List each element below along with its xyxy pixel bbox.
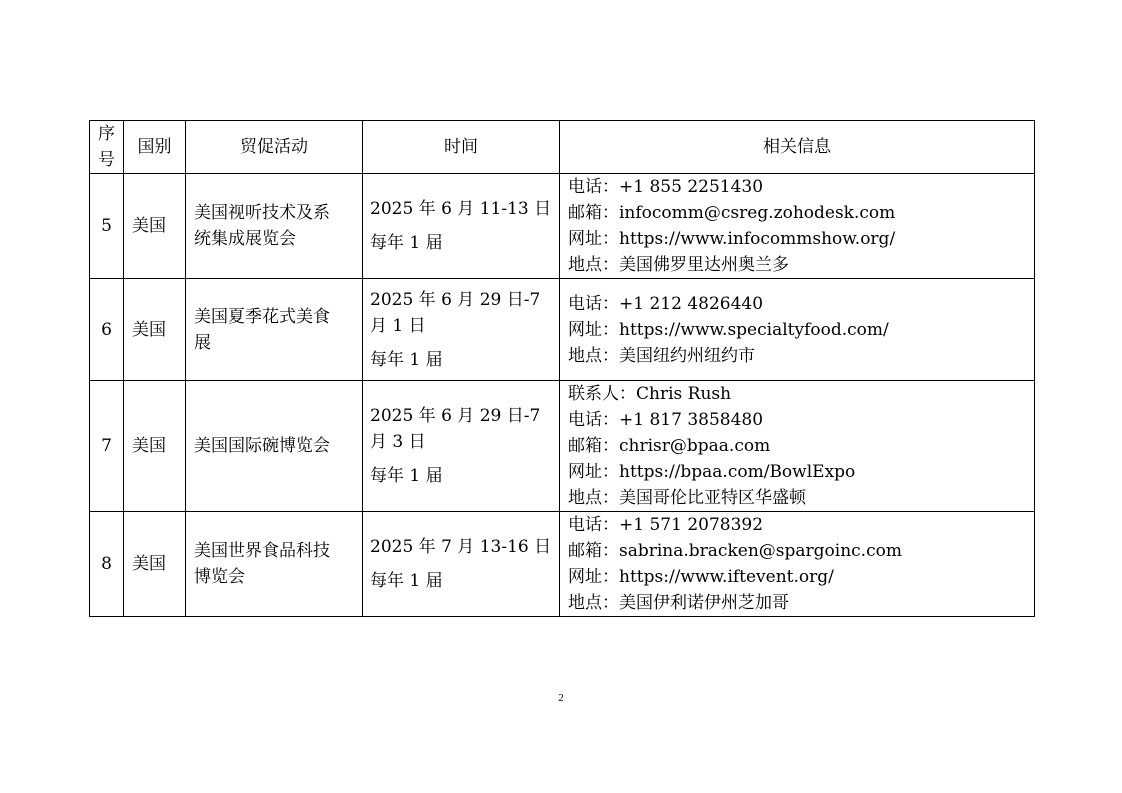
seq-cell: 8 <box>90 512 124 617</box>
event-line: 美国国际碗博览会 <box>194 436 330 456</box>
info-phone: 电话：+1 855 2251430 <box>568 177 764 197</box>
page-number: 2 <box>558 692 564 704</box>
info-contact: 联系人：Chris Rush <box>568 384 732 404</box>
frequency-text: 每年 1 届 <box>370 349 443 370</box>
info-email: 邮箱：sabrina.bracken@spargoinc.com <box>568 541 902 561</box>
time-cell <box>363 381 560 512</box>
time-cell <box>363 279 560 381</box>
seq-cell: 5 <box>90 174 124 279</box>
info-email: 邮箱：chrisr@bpaa.com <box>568 436 771 456</box>
frequency-text: 每年 1 届 <box>370 466 443 486</box>
event-line: 美国夏季花式美食 <box>194 306 330 327</box>
header-time: 时间 <box>363 121 560 174</box>
header-info: 相关信息 <box>560 121 1035 174</box>
table-row <box>90 279 1035 381</box>
info-phone: 电话：+1 571 2078392 <box>568 515 764 535</box>
header-seq-line2: 号 <box>98 150 115 170</box>
country-cell: 美国 <box>124 279 186 381</box>
time-cell <box>363 512 560 617</box>
info-cell <box>560 381 1035 512</box>
info-cell <box>560 512 1035 617</box>
country-cell: 美国 <box>124 174 186 279</box>
seq-cell: 6 <box>90 279 124 381</box>
info-phone: 电话：+1 817 3858480 <box>568 410 764 430</box>
date-line: 月 3 日 <box>370 432 426 452</box>
info-website: 网址：https://www.infocommshow.org/ <box>568 229 896 249</box>
event-cell <box>186 279 363 381</box>
info-location: 地点：美国纽约州纽约市 <box>568 345 755 366</box>
info-website: 网址：https://bpaa.com/BowlExpo <box>568 462 856 482</box>
country-cell: 美国 <box>124 512 186 617</box>
table-row <box>90 512 1035 617</box>
info-email: 邮箱：infocomm@csreg.zohodesk.com <box>568 203 896 223</box>
info-phone: 电话：+1 212 4826440 <box>568 293 764 314</box>
header-country: 国别 <box>124 121 186 174</box>
trade-events-table <box>89 120 1035 617</box>
info-cell <box>560 174 1035 279</box>
frequency-text: 每年 1 届 <box>370 233 443 253</box>
date-line: 月 1 日 <box>370 315 426 336</box>
info-website: 网址：https://www.specialtyfood.com/ <box>568 319 889 340</box>
event-line: 美国世界食品科技 <box>194 541 330 561</box>
header-seq-line1: 序 <box>98 124 115 144</box>
time-cell <box>363 174 560 279</box>
info-location: 地点：美国伊利诺伊州芝加哥 <box>568 593 789 613</box>
event-cell <box>186 512 363 617</box>
country-cell: 美国 <box>124 381 186 512</box>
event-line: 博览会 <box>194 567 245 587</box>
table-header-row <box>90 121 1035 174</box>
header-event: 贸促活动 <box>186 121 363 174</box>
date-line: 2025 年 6 月 29 日-7 <box>370 289 541 310</box>
date-line: 2025 年 7 月 13-16 日 <box>370 537 552 557</box>
event-cell <box>186 381 363 512</box>
info-website: 网址：https://www.iftevent.org/ <box>568 567 834 587</box>
table-row <box>90 174 1035 279</box>
info-location: 地点：美国佛罗里达州奥兰多 <box>568 255 789 275</box>
info-cell <box>560 279 1035 381</box>
seq-cell: 7 <box>90 381 124 512</box>
event-line: 展 <box>194 332 211 353</box>
event-cell <box>186 174 363 279</box>
date-line: 2025 年 6 月 11-13 日 <box>370 199 552 219</box>
event-line: 统集成展览会 <box>194 229 296 249</box>
event-line: 美国视听技术及系 <box>194 203 330 223</box>
info-location: 地点：美国哥伦比亚特区华盛顿 <box>568 488 806 508</box>
date-line: 2025 年 6 月 29 日-7 <box>370 406 541 426</box>
table-row <box>90 381 1035 512</box>
header-seq <box>90 121 124 174</box>
frequency-text: 每年 1 届 <box>370 571 443 591</box>
